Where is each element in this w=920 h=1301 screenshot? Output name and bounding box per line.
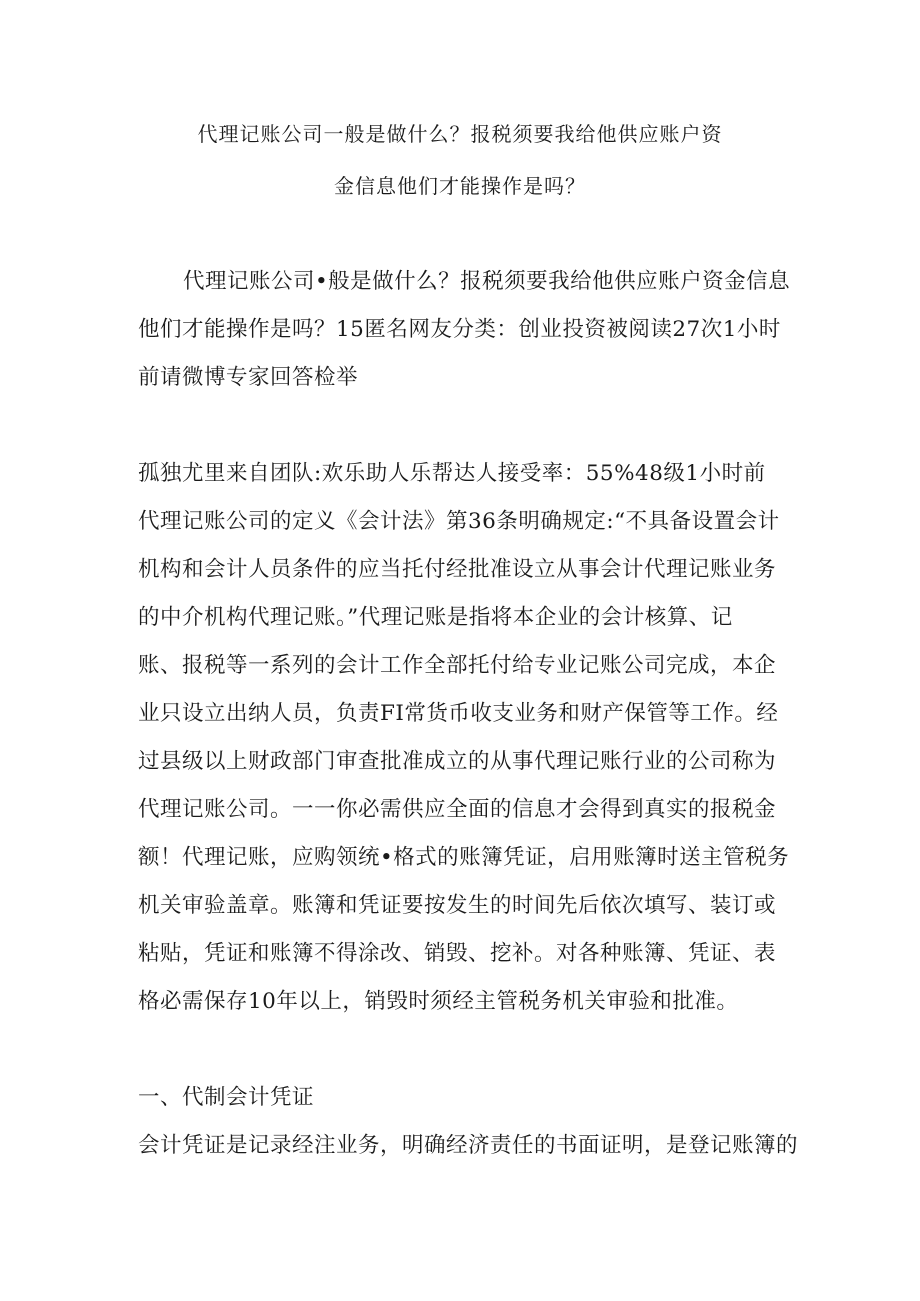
answer-line-4: 账、报税等一系列的会计工作全部托付给专业记账公司完成，本企 [138, 653, 777, 678]
answer-line-1: 代理记账公司的定义《会计法》第36条明确规定:“不具备设置会计 [138, 509, 780, 534]
answer-line-6: 过县级以上财政部门审查批准成立的从事代理记账行业的公司称为 [138, 749, 777, 774]
document-title-line-2: 金信息他们才能操作是吗？ [334, 174, 586, 198]
answer-line-10: 粘贴，凭证和账簿不得涂改、销毁、挖补。对各种账簿、凭证、表 [138, 941, 777, 966]
answer-line-11: 格必需保存10年以上，销毁时须经主管税务机关审验和批准。 [138, 989, 739, 1014]
answer-line-8: 额！代理记账，应购领统•格式的账簿凭证，启用账簿时送主管税务 [138, 845, 790, 870]
answer-line-3: 的中介机构代理记账。”代理记账是指将本企业的会计核算、记 [138, 605, 733, 630]
question-line-2: 他们才能操作是吗？15匿名网友分类：创业投资被阅读27次1小时 [138, 317, 781, 342]
answer-line-5: 业只设立出纳人员，负责FI常货币收支业务和财产保管等工作。经 [138, 701, 779, 726]
answer-line-2: 机构和会计人员条件的应当托付经批准设立从事会计代理记账业务 [138, 557, 777, 582]
question-line-3: 前请微博专家回答检举 [138, 365, 359, 390]
question-line-1: 代理记账公司•般是做什么？报税须要我给他供应账户资金信息 [183, 269, 791, 294]
answer-header: 孤独尤里来自团队:欢乐助人乐帮达人接受率：55%48级1小时前 [138, 461, 766, 486]
document-title-line-1: 代理记账公司一般是做什么？报税须要我给他供应账户资 [197, 122, 723, 146]
section-body-line-1: 会计凭证是记录经注业务，明确经济责任的书面证明，是登记账簿的 [138, 1133, 799, 1158]
answer-line-9: 机关审验盖章。账簿和凭证要按发生的时间先后依次填写、装订或 [138, 893, 777, 918]
answer-line-7: 代理记账公司。一一你必需供应全面的信息才会得到真实的报税金 [138, 797, 777, 822]
section-heading: 一、代制会计凭证 [138, 1085, 315, 1110]
